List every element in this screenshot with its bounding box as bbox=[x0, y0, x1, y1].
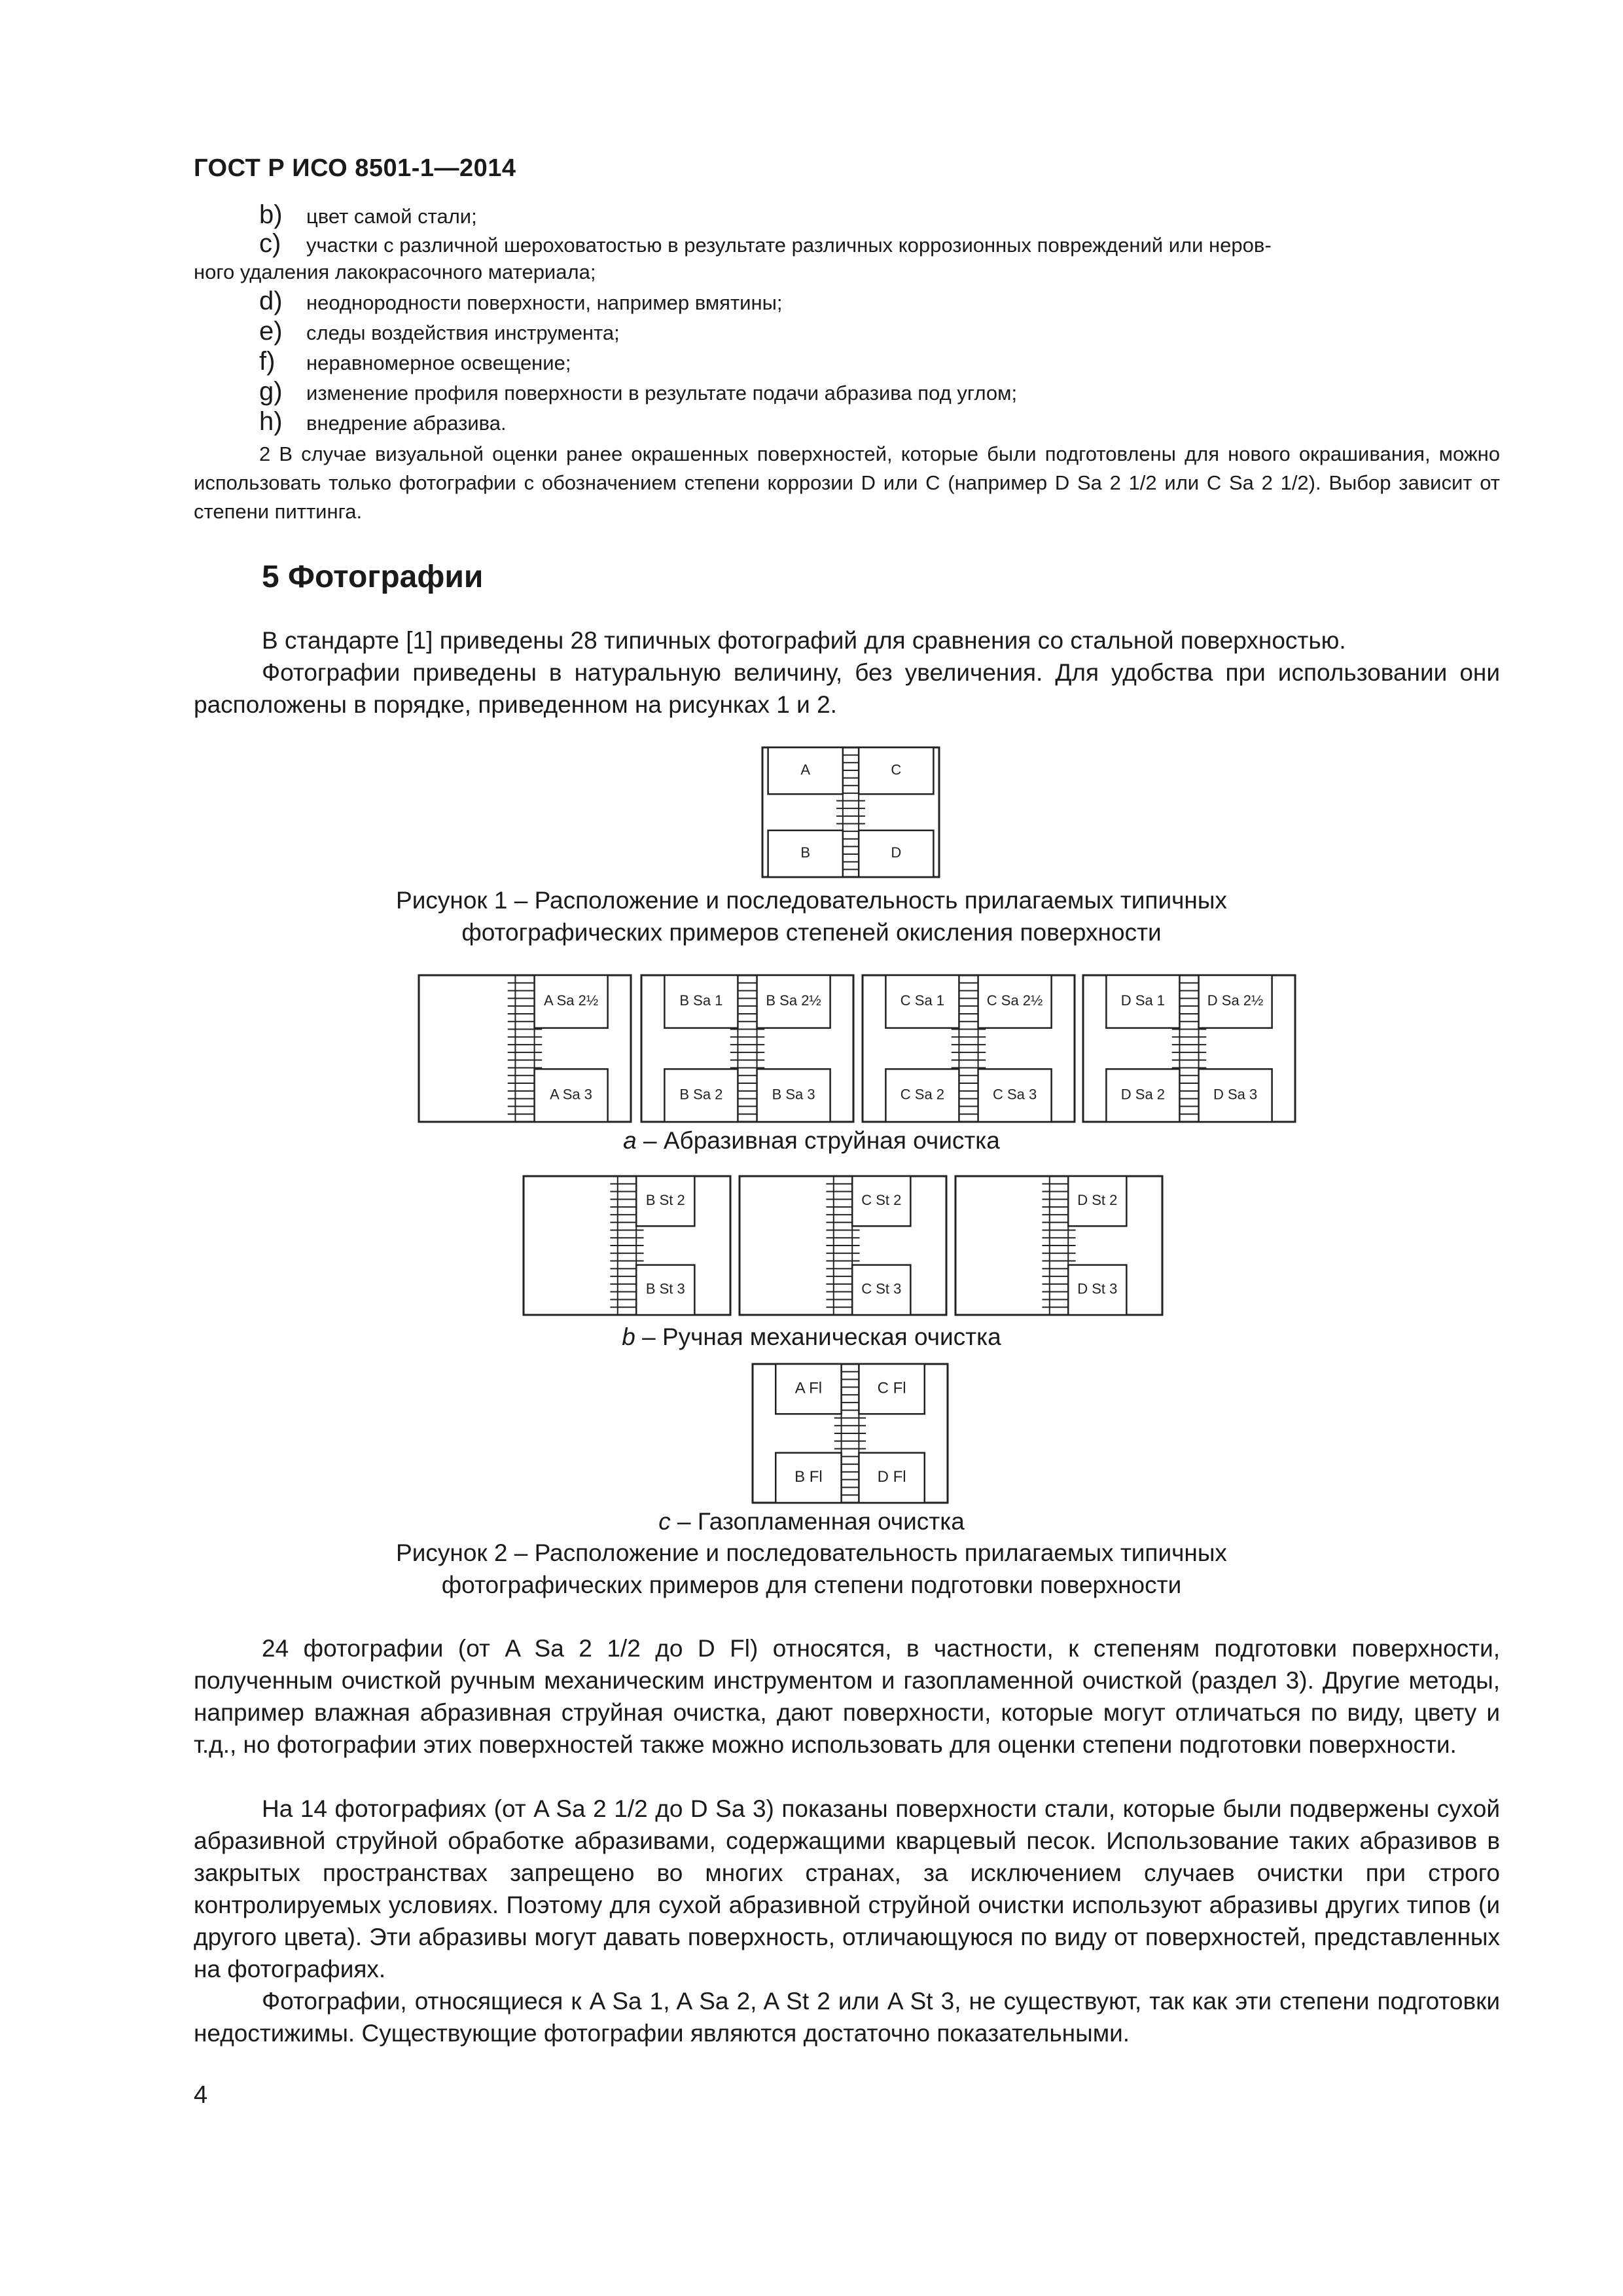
cell-label: B Sa 2 bbox=[679, 1086, 723, 1103]
cell-label: B St 3 bbox=[645, 1280, 685, 1297]
list-text: цвет самой стали; bbox=[306, 205, 477, 228]
list-marker: c) bbox=[259, 229, 281, 258]
cell-label: B Sa 3 bbox=[772, 1086, 815, 1103]
figure-1-diagram bbox=[762, 747, 939, 877]
note-paragraph: 2 В случае визуальной оценки ранее окрашенных поверхностей, которые были подготовлены для нового окрашивания, можно использовать только фотографии с обозначением степени коррозии D или C (например D Sa 2 1/2 или C Sa 2 1/2). Выбор зависит от степени питтинга. bbox=[194, 442, 1500, 523]
cell-label: A Sa 3 bbox=[550, 1086, 593, 1103]
cell-label: A Sa 2½ bbox=[544, 992, 599, 1009]
cell-label: C Sa 2½ bbox=[986, 992, 1043, 1009]
page-number: 4 bbox=[194, 2081, 208, 2109]
list-text: изменение профиля поверхности в результате подачи абразива под углом; bbox=[306, 382, 1018, 404]
list-marker: g) bbox=[259, 377, 283, 406]
figure-1-caption-line-2: фотографических примеров степеней окисления поверхности bbox=[461, 919, 1162, 946]
subcaption-text: – Абразивная струйная очистка bbox=[636, 1127, 1000, 1154]
cell-label: C St 2 bbox=[861, 1191, 902, 1208]
cell-label: D St 3 bbox=[1077, 1280, 1118, 1297]
cell-label: B bbox=[800, 844, 811, 861]
subcaption-text: – Газопламенная очистка bbox=[670, 1508, 965, 1535]
cell-label: D Sa 1 bbox=[1120, 992, 1166, 1009]
cell-label: A Fl bbox=[794, 1379, 823, 1397]
body-paragraph: Фотографии, относящиеся к A Sa 1, A Sa 2, A St 2 или A St 3, не существуют, так как эти степени подготовки недостижимы. Существующие фотографии являются достаточно показательными. bbox=[194, 1988, 1500, 2047]
figure-2c-subcaption bbox=[0, 1505, 1623, 1537]
cell-label: B Sa 2½ bbox=[766, 992, 821, 1009]
cell-label: B Fl bbox=[794, 1468, 823, 1486]
cell-label: B Sa 1 bbox=[679, 992, 723, 1009]
cell-label: D bbox=[891, 844, 902, 861]
body-paragraph: 24 фотографии (от A Sa 2 1/2 до D Fl) относятся, в частности, к степеням подготовки поверхности, полученным очисткой ручным механическим инструментом и газопламенной очисткой (раздел 3). Другие методы, например влажная абразивная струйная очистка, дают поверхности, которые могут отличаться по виду, цвету и т.д., но фотографии этих поверхностей также можно использовать для оценки степени подготовки поверхности. bbox=[194, 1635, 1500, 1758]
list-marker: b) bbox=[259, 200, 283, 229]
subcaption-letter: a bbox=[623, 1127, 637, 1154]
body-paragraph: В стандарте [1] приведены 28 типичных фотографий для сравнения со стальной поверхностью. bbox=[262, 627, 1346, 654]
list-text: неоднородности поверхности, например вмятины; bbox=[306, 291, 783, 314]
list-text: следы воздействия инструмента; bbox=[306, 321, 620, 344]
figure-2a-subcaption bbox=[0, 1124, 1623, 1157]
list-text: ного удаления лакокрасочного материала; bbox=[194, 260, 596, 283]
cell-label: C St 3 bbox=[861, 1280, 902, 1297]
cell-label: D Sa 3 bbox=[1213, 1086, 1258, 1103]
subcaption-letter: c bbox=[658, 1508, 671, 1535]
list-text: внедрение абразива. bbox=[306, 412, 507, 435]
cell-label: B St 2 bbox=[645, 1191, 685, 1208]
subcaption-text: – Ручная механическая очистка bbox=[635, 1323, 1001, 1350]
figure-2c-diagram bbox=[753, 1364, 948, 1503]
list-marker: h) bbox=[259, 407, 283, 436]
figure-2b-subcaption bbox=[0, 1321, 1623, 1353]
list-marker: f) bbox=[259, 347, 276, 376]
section-title: 5 Фотографии bbox=[262, 560, 484, 594]
figure-1-caption-line-1: Рисунок 1 – Расположение и последовательность прилагаемых типичных bbox=[396, 887, 1227, 914]
figure-2-caption-line-1: Рисунок 2 – Расположение и последовательность прилагаемых типичных bbox=[396, 1539, 1227, 1566]
list-marker: d) bbox=[259, 287, 283, 315]
subcaption-letter: b bbox=[622, 1323, 635, 1350]
cell-label: D St 2 bbox=[1077, 1191, 1118, 1208]
cell-label: C bbox=[891, 761, 902, 778]
figure-2b-diagram bbox=[524, 1176, 1162, 1315]
document-header: ГОСТ Р ИСО 8501-1—2014 bbox=[194, 154, 516, 182]
cell-label: D Sa 2½ bbox=[1207, 992, 1264, 1009]
cell-label: C Sa 1 bbox=[900, 992, 945, 1009]
body-paragraph: Фотографии приведены в натуральную величину, без увеличения. Для удобства при использовании они расположены в порядке, приведенном на рисунках 1 и 2. bbox=[194, 659, 1500, 718]
list-marker: e) bbox=[259, 317, 283, 346]
list-text: неравномерное освещение; bbox=[306, 351, 571, 374]
list-text: участки с различной шероховатостью в результате различных коррозионных повреждений или неров- bbox=[306, 234, 1272, 257]
cell-label: D Sa 2 bbox=[1120, 1086, 1166, 1103]
figure-2-caption-line-2: фотографических примеров для степени подготовки поверхности bbox=[441, 1571, 1182, 1598]
body-paragraph: На 14 фотографиях (от A Sa 2 1/2 до D Sa 3) показаны поверхности стали, которые были подвержены сухой абразивной струйной обработке абразивами, содержащими кварцевый песок. Использование таких абразивов в закрытых пространствах запрещено во многих странах, за исключением случаев очистки при строго контролируемых условиях. Поэтому для сухой абразивной струйной очистки используют абразивы других типов (и другого цвета). Эти абразивы могут давать поверхность, отличающуюся по виду от поверхностей, представленных на фотографиях. bbox=[194, 1795, 1500, 1982]
cell-label: C Sa 2 bbox=[900, 1086, 945, 1103]
cell-label: C Fl bbox=[877, 1379, 906, 1397]
cell-label: C Sa 3 bbox=[992, 1086, 1037, 1103]
cell-label: A bbox=[800, 761, 811, 778]
cell-label: D Fl bbox=[877, 1468, 906, 1486]
figure-2a-diagram bbox=[419, 975, 1295, 1122]
